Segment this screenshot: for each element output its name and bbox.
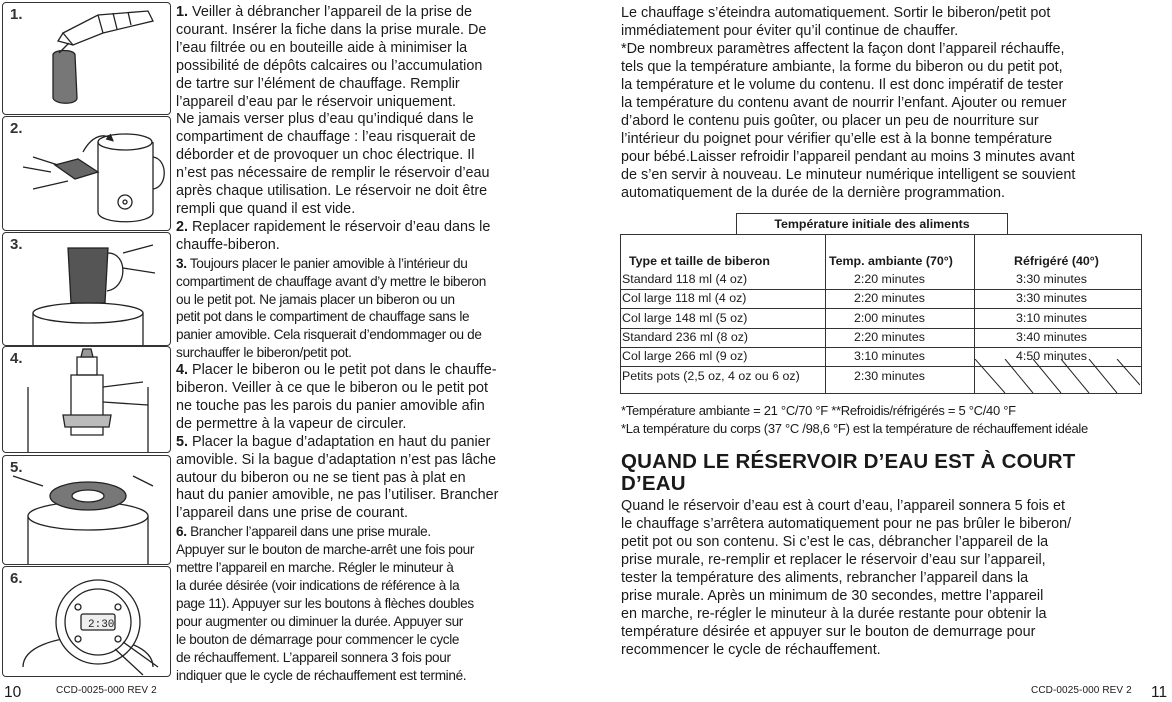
header-bottle-type: Type et taille de biberon xyxy=(629,254,770,268)
figure-1 xyxy=(2,2,171,115)
text-line: tels que la température ambiante, la forme du biberon ou du petit pot, xyxy=(621,59,1063,75)
text-line: compartiment de chauffage avant d’y mettre le biberon xyxy=(176,273,486,289)
text-line: page 11). Appuyer sur les boutons à flèches doubles xyxy=(176,595,474,611)
instruction-steps xyxy=(176,4,548,684)
doc-code-right: CCD-0025-000 REV 2 xyxy=(1031,685,1132,696)
text-line: température désirée et appuyer sur le bouton de demurrage pour xyxy=(621,624,1036,640)
text-line: indiquer que le cycle de réchauffement est terminé. xyxy=(176,667,467,683)
cell-refrigerated: 3:30 minutes xyxy=(1016,291,1087,306)
text-line: panier amovible. Cela risquerait d’endommager ou de xyxy=(176,327,482,343)
note-temperature-definitions: *Température ambiante = 21 °C/70 °F **Refroidis/réfrigérés = 5 °C/40 °F xyxy=(621,403,1016,418)
figure-4 xyxy=(2,346,171,453)
cell-refrigerated: 3:40 minutes xyxy=(1016,329,1087,344)
text-line: en marche, re-régler le minuteur à la durée restante pour obtenir la xyxy=(621,606,1047,622)
low-water-paragraph xyxy=(621,497,1146,659)
page-number-left: 10 xyxy=(4,684,22,701)
step-5: 5. Placer la bague d’adaptation en haut du panier amovible. Si la bague d’adaptation n’est pas lâche autour du biberon ou ne se tient pas à plat en haut du panier amovible, ne pas l’utiliser. Brancher l’appareil dans une prise de courant. xyxy=(176,433,499,522)
cell-bottle-type: Col large 118 ml (4 oz) xyxy=(622,291,747,306)
text-line: D’EAU xyxy=(621,472,686,495)
section-heading xyxy=(621,451,1141,495)
figure-number: 4. xyxy=(10,350,23,367)
basket-insert-illustration xyxy=(3,233,170,345)
text-line: *De nombreux paramètres affectent la façon dont l’appareil réchauffe, xyxy=(621,41,1065,57)
text-line: QUAND LE RÉSERVOIR D’EAU EST À COURT xyxy=(621,450,1076,473)
bottle-in-basket-illustration xyxy=(3,347,170,452)
text-line: l’appareil dans une prise de courant. xyxy=(176,505,408,522)
text-line: automatiquement de la durée de la dernière programmation. xyxy=(621,185,1005,201)
cell-refrigerated: 3:30 minutes xyxy=(1016,272,1087,286)
figure-3 xyxy=(2,232,171,346)
header-refrigerated: Réfrigéré (40°) xyxy=(1014,254,1099,268)
text-line: le chauffage s’arrêtera automatiquement pour ne pas brûler le biberon/ xyxy=(621,516,1072,532)
not-applicable-hatch xyxy=(975,359,1140,393)
figure-number: 1. xyxy=(10,6,23,23)
cell-bottle-type: Standard 236 ml (8 oz) xyxy=(622,329,749,344)
figure-number: 3. xyxy=(10,236,23,253)
text-line: petit pot dans le compartiment de chauffage sans le xyxy=(176,309,470,325)
warning-paragraph xyxy=(621,40,1141,202)
adapter-ring-illustration xyxy=(3,456,170,564)
text-line: rempli que quand il est vide. xyxy=(176,200,356,217)
text-line: Replacer rapidement le réservoir d’eau dans le xyxy=(188,218,491,235)
text-line: n’est pas nécessaire de remplir le réservoir d’eau xyxy=(176,165,490,182)
text-line: petit pot ou son contenu. Si c’est le cas, débrancher l’appareil de la xyxy=(621,534,1049,550)
display-time: 2:30 xyxy=(88,619,115,631)
text-line: Veiller à débrancher l’appareil de la prise de xyxy=(188,4,473,20)
text-line: immédiatement pour éviter qu’il continue de chauffer. xyxy=(621,23,959,39)
text-line: ou le petit pot. Ne jamais placer un biberon ou un xyxy=(176,291,455,307)
doc-code-left: CCD-0025-000 REV 2 xyxy=(56,685,157,696)
table-row xyxy=(621,270,1141,290)
intro-text xyxy=(621,4,1141,202)
cell-room-temp: 2:20 minutes xyxy=(854,272,925,286)
text-line: la température et le volume du contenu. Il est donc impératif de tester xyxy=(621,77,1064,93)
text-line: haut du panier amovible, ne pas l’utiliser. Brancher xyxy=(176,487,499,504)
step-1: 1. Veiller à débrancher l’appareil de la prise de courant. Insérer la fiche dans la prise murale. De l’eau filtrée ou en bouteille aide à minimiser la possibilité de dépôts calcaires ou l’accumulation de tartre sur l’élément de chauffage. Remplir l’appareil d’eau par le réservoir uniquement. Ne jamais verser plus d’eau qu’indiqué dans le compartiment de chauffage : l’eau risquerait de déborder et de provoquer un choc électrique. Il n’est pas nécessaire de remplir le réservoir d’eau après chaque utilisation. Le réservoir ne doit être rempli que quand il est vide. xyxy=(176,4,490,217)
text-line: ne touche pas les parois du panier amovible afin xyxy=(176,397,485,414)
cell-refrigerated: 3:10 minutes xyxy=(1016,310,1087,325)
text-line: déborder et de provoquer un choc électrique. Il xyxy=(176,147,475,164)
text-line: de permettre à la vapeur de circuler. xyxy=(176,415,407,432)
text-line: Quand le réservoir d’eau est à court d’eau, l’appareil sonnera 5 fois et xyxy=(621,498,1065,514)
bottle-pouring-illustration xyxy=(3,3,170,114)
text-line: pour bébé.Laisser refroidir l’appareil pendant au moins 3 minutes avant xyxy=(621,149,1075,165)
table-row xyxy=(621,289,1141,309)
text-line: l’intérieur du poignet pour vérifier qu’elle est à la bonne température xyxy=(621,131,1053,147)
figure-2 xyxy=(2,116,171,231)
step-6: 6. Brancher l’appareil dans une prise murale. Appuyer sur le bouton de marche-arrêt une fois pour mettre l’appareil en marche. Régler le minuteur à la durée désirée (voir indications de référence à la page 11). Appuyer sur les boutons à flèches doubles pour augmenter ou diminuer la durée. Appuyer sur le bouton de démarrage pour commencer le cycle de réchauffement. L’appareil sonnera 3 fois pour indiquer que le cycle de réchauffement est terminé. xyxy=(176,524,475,683)
figure-number: 2. xyxy=(10,120,23,137)
text-line: Placer la bague d’adaptation en haut du panier xyxy=(188,433,491,450)
text-line: Ne jamais verser plus d’eau qu’indiqué dans le xyxy=(176,111,474,128)
text-line: la température du contenu avant de nourrir l’enfant. Ajouter ou remuer xyxy=(621,95,1067,111)
cell-bottle-type: Col large 266 ml (9 oz) xyxy=(622,349,748,364)
text-line: courant. Insérer la fiche dans la prise murale. De xyxy=(176,21,487,38)
text-line: amovible. Si la bague d’adaptation n’est pas lâche xyxy=(176,451,497,468)
text-line: le bouton de démarrage pour commencer le cycle xyxy=(176,631,460,647)
text-line: recommencer le cycle de réchauffement. xyxy=(621,642,881,658)
text-line: possibilité de dépôts calcaires ou l’accumulation xyxy=(176,57,483,74)
text-line: de s’en servir à nouveau. Le minuteur numérique intelligent se souvient xyxy=(621,167,1076,183)
cell-room-temp: 2:20 minutes xyxy=(854,329,925,344)
text-line: Appuyer sur le bouton de marche-arrêt une fois pour xyxy=(176,542,475,558)
text-line: chauffe-biberon. xyxy=(176,236,280,253)
text-line: après chaque utilisation. Le réservoir ne doit être xyxy=(176,183,488,200)
text-line: Placer le biberon ou le petit pot dans le chauffe- xyxy=(188,362,497,379)
text-line: compartiment de chauffage : l’eau risquerait de xyxy=(176,129,476,146)
text-line: Le chauffage s’éteindra automatiquement. Sortir le biberon/petit pot xyxy=(621,5,1051,21)
step-3: 3. Toujours placer le panier amovible à l’intérieur du compartiment de chauffage avant d’y mettre le biberon ou le petit pot. Ne jamais placer un biberon ou un petit pot dans le compartiment de chauffage sans le panier amovible. Cela risquerait d’endommager ou de surchauffer le biberon/petit pot. xyxy=(176,255,486,361)
text-line: d’abord le contenu puis goûter, ou placer un peu de nourriture sur xyxy=(621,113,1039,129)
text-line: prise murale, re-remplir et replacer le réservoir d’eau sur l’appareil, xyxy=(621,552,1046,568)
note-body-temperature: *La température du corps (37 °C /98,6 °F) est la température de réchauffement idéale xyxy=(621,421,1088,436)
cell-room-temp: 2:00 minutes xyxy=(854,310,925,325)
step-4: 4. Placer le biberon ou le petit pot dans le chauffe- biberon. Veiller à ce que le biberon ou le petit pot ne touche pas les parois du panier amovible afin de permettre à la vapeur de circuler. xyxy=(176,362,497,432)
cell-room-temp: 2:30 minutes xyxy=(854,368,925,383)
table-row xyxy=(621,328,1141,348)
text-line: biberon. Veiller à ce que le biberon ou le petit pot xyxy=(176,380,489,397)
text-line: pour augmenter ou diminuer la durée. Appuyer sur xyxy=(176,613,463,629)
header-room-temp: Temp. ambiante (70°) xyxy=(829,254,953,268)
text-line: Toujours placer le panier amovible à l’intérieur du xyxy=(186,255,468,271)
text-line: la durée désirée (voir indications de référence à la xyxy=(176,578,460,593)
text-line: l’appareil d’eau par le réservoir uniquement. xyxy=(176,93,456,110)
page-number-right: 11 xyxy=(1151,684,1168,701)
reservoir-insert-illustration xyxy=(3,117,170,230)
text-line: prise murale. Après un minimum de 30 secondes, mettre l’appareil xyxy=(621,588,1044,604)
text-line: tester la température des aliments, rebrancher l’appareil dans la xyxy=(621,570,1029,586)
table-title: Température initiale des aliments xyxy=(736,213,1008,234)
figure-6 xyxy=(2,566,171,677)
figure-number: 6. xyxy=(10,570,23,587)
cell-bottle-type: Col large 148 ml (5 oz) xyxy=(622,310,748,325)
table-notes xyxy=(621,402,1088,438)
control-panel-illustration xyxy=(3,567,170,676)
text-line: de réchauffement. L’appareil sonnera 3 fois pour xyxy=(176,649,451,665)
text-line: de tartre sur l’élément de chauffage. Remplir xyxy=(176,75,460,92)
step-2: 2. Replacer rapidement le réservoir d’eau dans le chauffe-biberon. xyxy=(176,218,491,253)
text-line: l’eau filtrée ou en bouteille aide à minimiser la xyxy=(176,39,468,56)
text-line: surchauffer le biberon/petit pot. xyxy=(176,345,352,361)
auto-shutoff-paragraph xyxy=(621,4,1141,40)
cell-refrigerated: 4:50 minutes xyxy=(1016,349,1087,364)
figure-number: 5. xyxy=(10,459,23,476)
cell-room-temp: 3:10 minutes xyxy=(854,349,925,364)
text-line: mettre l’appareil en marche. Régler le minuteur à xyxy=(176,560,454,576)
figure-5 xyxy=(2,455,171,565)
text-line: autour du biberon ou ne se tient pas à plat en xyxy=(176,469,466,486)
cell-bottle-type: Standard 118 ml (4 oz) xyxy=(622,272,748,286)
cell-bottle-type: Petits pots (2,5 oz, 4 oz ou 6 oz) xyxy=(622,368,800,383)
table-row xyxy=(621,309,1141,329)
text-line: Brancher l’appareil dans une prise murale. xyxy=(186,524,431,540)
warming-time-table xyxy=(620,234,1142,394)
cell-room-temp: 2:20 minutes xyxy=(854,291,925,306)
